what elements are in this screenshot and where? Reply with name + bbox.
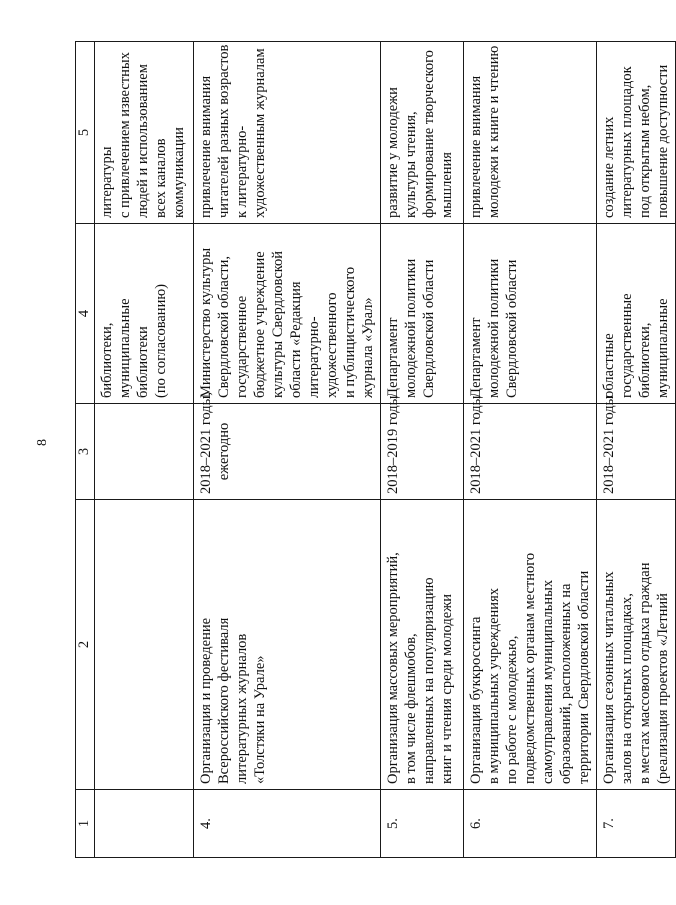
cell-text-line: с привлечением известных — [117, 52, 133, 218]
cell-text-line: библиотеки — [135, 326, 151, 398]
cell-text-line: муниципальные — [117, 298, 133, 398]
result-cell — [95, 42, 194, 224]
event-cell — [194, 500, 381, 790]
event-cell — [597, 500, 676, 790]
cell-text-line: культуры чтения, — [403, 111, 419, 218]
cell-text-line: журнала «Урал» — [360, 297, 376, 398]
cell-text-line: в местах массового отдыха граждан — [637, 562, 653, 784]
cell-text-line: формирование творческого — [421, 50, 437, 218]
table-header-row — [76, 42, 95, 858]
table-row — [95, 42, 194, 858]
cell-text-line: молодежной политики — [486, 258, 502, 398]
cell-text-line: 2018–2021 годы — [468, 395, 484, 494]
cell-text-line: (по согласованию) — [153, 284, 169, 398]
plan-table-body — [76, 42, 676, 858]
cell-text-line: (реализация проектов «Летний — [655, 593, 671, 784]
cell-text-line: по работе с молодежью, — [504, 635, 520, 784]
cell-text-line: Свердловской области, — [216, 255, 232, 398]
cell-text-line: литературно- — [306, 316, 322, 398]
header-cell: 2 — [76, 500, 95, 790]
result-cell — [381, 42, 464, 224]
cell-text-line: Департамент — [468, 317, 484, 398]
cell-text-line: мышления — [439, 152, 455, 218]
cell-text-line: Организация массовых мероприятий, — [385, 552, 401, 784]
cell-text-line: 2018–2021 годы, — [198, 391, 214, 494]
row-number-cell: 5. — [381, 790, 464, 858]
cell-text-line: художественным журналам — [252, 48, 268, 218]
cell-text-line: литературных площадок — [619, 66, 635, 218]
header-cell: 5 — [76, 42, 95, 224]
cell-text-line: развитие у молодежи — [385, 87, 401, 218]
cell-text-line: к литературно- — [234, 125, 250, 218]
cell-text-line: Свердловской области — [421, 259, 437, 398]
cell-text-line: библиотеки, — [99, 322, 115, 398]
cell-text-line: под открытым небом, — [637, 84, 653, 218]
page-number: 8 — [35, 439, 50, 446]
cell-text-line: ежегодно — [216, 422, 232, 481]
cell-text-line: Министерство культуры — [198, 247, 214, 398]
period-cell — [381, 395, 464, 500]
plan-table — [75, 41, 676, 858]
cell-text-line: культуры Свердловской — [270, 250, 286, 398]
cell-text-line: Департамент — [385, 317, 401, 398]
cell-text-line: книг и чтения среди молодежи — [439, 594, 455, 784]
cell-text-line: государственное — [234, 295, 250, 398]
event-cell — [464, 500, 597, 790]
cell-text-line: Организация сезонных читальных — [601, 571, 617, 784]
cell-text-line: молодежной политики — [403, 258, 419, 398]
cell-text-line: образований, расположенных на — [558, 583, 574, 784]
cell-text-line: и публицистического — [342, 266, 358, 398]
period-cell — [95, 404, 194, 500]
rotated-page-content — [75, 42, 671, 858]
cell-text-line: области «Редакция — [288, 281, 304, 398]
cell-text-line: литературы — [99, 146, 115, 218]
cell-text-line: Свердловской области — [504, 259, 520, 398]
row-number-cell — [95, 790, 194, 858]
cell-text-line: создание летних — [601, 116, 617, 218]
cell-text-line: библиотеки, — [637, 322, 653, 398]
cell-text-line: людей и использованием — [135, 64, 151, 218]
row-number-cell: 4. — [194, 790, 381, 858]
cell-text-line: Всероссийского фестиваля — [216, 617, 232, 784]
cell-text-line: самоуправления муниципальных — [540, 579, 556, 784]
executor-cell — [597, 224, 676, 404]
cell-text-line: государственные — [619, 293, 635, 398]
cell-text-line: подведомственных органам местного — [522, 552, 538, 784]
cell-text-line: Организация буккроссинга — [468, 616, 484, 784]
cell-text-line: литературных журналов — [234, 633, 250, 784]
table-row — [597, 42, 676, 858]
table-row — [464, 42, 597, 858]
cell-text-line: повышение доступности — [655, 64, 671, 218]
cell-text-line: «Толстяки на Урале» — [252, 655, 268, 784]
executor-cell — [194, 224, 381, 404]
table-row — [381, 42, 464, 858]
cell-text-line: бюджетное учреждение — [252, 251, 268, 398]
executor-cell — [464, 224, 597, 404]
result-cell — [464, 42, 597, 224]
row-number-cell: 6. — [464, 790, 597, 858]
table-row — [194, 42, 381, 858]
cell-text-line: 2018–2019 годы — [385, 395, 401, 494]
cell-text-line: привлечение внимания — [468, 75, 484, 218]
header-cell: 1 — [76, 790, 95, 858]
cell-text-line: привлечение внимания — [198, 75, 214, 218]
result-cell — [597, 42, 676, 224]
cell-text-line: Организация и проведение — [198, 617, 214, 784]
cell-text-line: муниципальные — [655, 298, 671, 398]
cell-text-line: 2018–2021 годы — [601, 395, 617, 494]
cell-text-line: залов на открытых площадках, — [619, 593, 635, 784]
cell-text-line: всех каналов — [153, 138, 169, 218]
period-cell — [597, 395, 676, 500]
period-cell — [194, 391, 381, 500]
period-cell — [464, 395, 597, 500]
executor-cell — [381, 224, 464, 404]
cell-text-line: в муниципальных учреждениях — [486, 588, 502, 784]
event-cell — [95, 500, 194, 790]
cell-text-line: молодежи к книге и чтению — [486, 45, 502, 218]
cell-text-line: художественного — [324, 292, 340, 398]
row-number-cell: 7. — [597, 790, 676, 858]
cell-text-line: областные — [601, 333, 617, 398]
event-cell — [381, 500, 464, 790]
cell-text-line: направленных на популяризацию — [421, 577, 437, 784]
result-cell — [194, 42, 381, 224]
header-cell: 4 — [76, 224, 95, 404]
cell-text-line: территории Свердловской области — [576, 570, 592, 784]
cell-text-line: в том числе флешмобов, — [403, 633, 419, 784]
executor-cell — [95, 224, 194, 404]
header-cell: 3 — [76, 404, 95, 500]
cell-text-line: коммуникации — [171, 127, 187, 218]
cell-text-line: читателей разных возрастов — [216, 44, 232, 218]
